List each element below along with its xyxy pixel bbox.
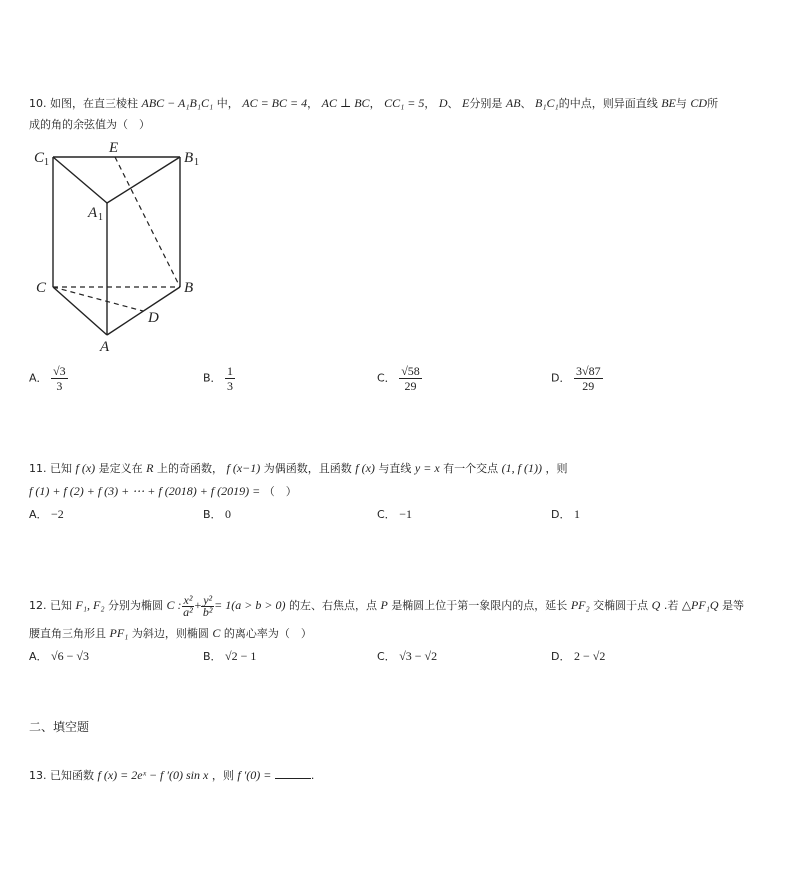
q11-option-d[interactable]: D． 1 — [551, 507, 580, 521]
q11-stem-line1: 11. 已知 f (x) 是定义在 R 上的奇函数， f (x−1) 为偶函数，且函数 f (x) 与直线 y = x 有一个交点 (1, f (1)) ，则 — [29, 461, 568, 475]
q10-stem-line1: 10. 如图，在直三棱柱 ABC − A₁B₁C₁ 中， AC = BC = 4， AC ⊥ BC， CC₁ = 5， D、 E分别是 AB、 B₁C₁的中点，则异面直线 BE与 CD所 — [29, 96, 719, 110]
q11-option-c[interactable]: C． −1 — [377, 507, 412, 521]
label-b: B — [184, 280, 194, 296]
svg-text:1: 1 — [98, 212, 103, 223]
q10-option-a[interactable]: A． $\frac{√3}{3}$ — [29, 364, 66, 393]
edge-b1a1 — [107, 157, 180, 203]
q13-number: 13. — [29, 769, 47, 782]
q10-option-d[interactable]: D． $\frac{3√87}{29}$ — [551, 364, 601, 393]
svg-text:1: 1 — [194, 157, 199, 168]
section-fill-in-title: 二、填空题 — [29, 720, 90, 734]
q11-sum: f (1) + f (2) + f (3) + ⋯ + f (2018) + f (2019) = — [29, 484, 261, 498]
q13-stem: 13. 已知函数 f (x) = 2eˣ − f ′(0) sin x ，则 f ′(0) = . — [29, 768, 315, 782]
q12-stem-line2: 腰直角三角形且 PF₁ 为斜边，则椭圆 C 的离心率为（ ） — [29, 626, 312, 640]
q10-option-c[interactable]: C． $\frac{√58}{29}$ — [377, 364, 420, 393]
q12-option-b[interactable]: B． √2 − 1 — [203, 649, 257, 663]
label-e: E — [109, 140, 119, 156]
q10-option-b[interactable]: B． $\frac{1}{3}$ — [203, 364, 234, 393]
q12-option-c[interactable]: C． √3 − √2 — [377, 649, 438, 663]
q11-option-b[interactable]: B． 0 — [203, 507, 232, 521]
q11-option-a[interactable]: A． −2 — [29, 507, 64, 521]
q10-prism-figure — [28, 138, 208, 358]
q10-number: 10. — [29, 97, 47, 110]
label-d: D — [148, 310, 159, 326]
label-a1: A — [88, 205, 98, 221]
q11-stem-line2: f (1) + f (2) + f (3) + ⋯ + f (2018) + f (2019) = （ ） — [29, 484, 297, 498]
q12-number: 12. — [29, 599, 47, 612]
edge-c1a1 — [53, 157, 107, 203]
q11-number: 11. — [29, 462, 47, 475]
q10-stem-line2: 成的角的余弦值为（ ） — [29, 118, 150, 131]
label-b1: B — [184, 150, 194, 166]
label-a: A — [100, 339, 110, 355]
label-c1: C — [34, 150, 45, 166]
q12-option-d[interactable]: D． 2 − √2 — [551, 649, 606, 663]
label-c: C — [36, 280, 47, 296]
q13-answer-blank[interactable] — [275, 768, 311, 779]
svg-text:1: 1 — [44, 157, 49, 168]
edge-ba — [107, 287, 180, 335]
q12-option-a[interactable]: A． √6 − √3 — [29, 649, 89, 663]
q10-prism: ABC − A₁B₁C₁ — [141, 96, 214, 110]
segment-be-hidden — [115, 157, 180, 287]
q12-stem-line1: 12. 已知 F₁, F₂ 分别为椭圆 C : $\frac{\text{x²}}{\text{a²}}$ + $\frac{\text{y²}}{\text{b²}}$ = 1(a > b > 0) 的左、右焦点，点 P 是椭圆上位于第一象限内的点，延长 PF₂ 交椭圆于点 Q .若 △PF₁Q 是等 — [29, 592, 745, 619]
